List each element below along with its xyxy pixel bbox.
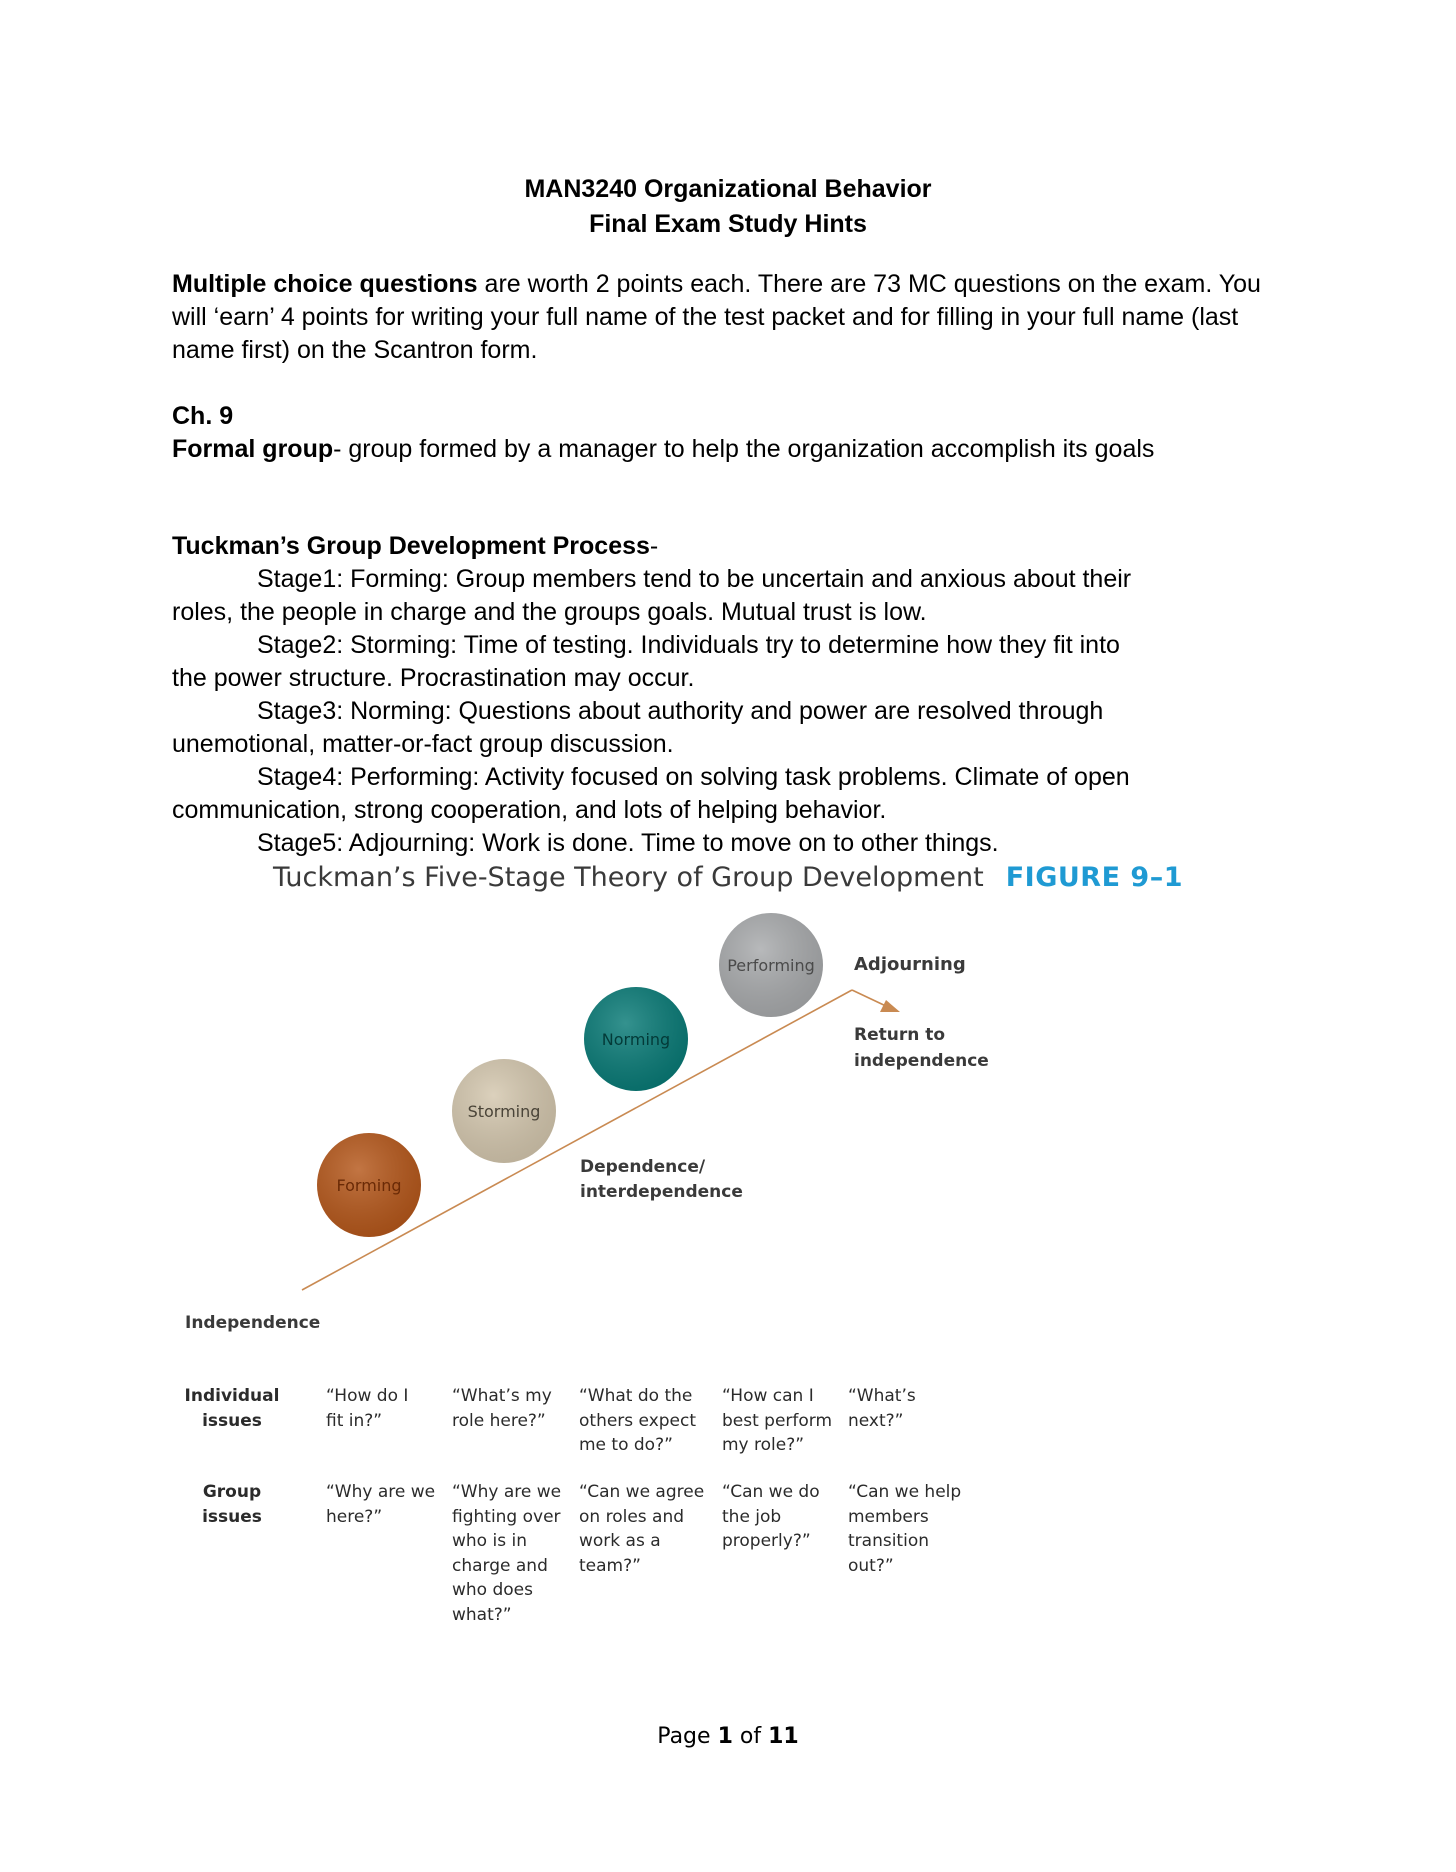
arrow-head <box>880 1000 900 1012</box>
stage-5: Stage5: Adjourning: Work is done. Time to move on to other things. <box>257 829 999 857</box>
stage-3: Stage3: Norming: Questions about authority and power are resolved through unemotional, matter-or-fact group discussion. <box>172 697 1104 758</box>
individual-issue-performing: “How can I best perform my role?” <box>722 1386 833 1455</box>
return-arrow-line <box>852 990 888 1007</box>
circle-label-storming: Storming <box>467 1102 541 1121</box>
individual-issue-adjourning: “What’s next?” <box>848 1386 916 1431</box>
dependence-label-line1: Dependence/ <box>580 1157 706 1177</box>
dependence-label-line2: interdependence <box>580 1182 743 1202</box>
group-issue-forming: “Why are we here?” <box>326 1482 436 1527</box>
adjourning-label: Adjourning <box>854 954 966 975</box>
group-issue-norming: “Can we agree on roles and work as a team?” <box>579 1482 705 1576</box>
tuckman-heading: Tuckman’s Group Development Process- <box>172 532 659 560</box>
group-issue-adjourning: “Can we help members transition out?” <box>848 1482 962 1576</box>
individual-issue-forming: “How do I fit in?” <box>326 1386 409 1431</box>
circle-label-performing: Performing <box>727 956 815 975</box>
individual-issue-norming: “What do the others expect me to do?” <box>579 1386 697 1455</box>
page-footer: Page 1 of 11 <box>657 1724 799 1749</box>
figure-title: Tuckman’s Five-Stage Theory of Group Development <box>272 862 984 893</box>
intro-bold: Multiple choice questions <box>172 270 478 298</box>
group-issue-storming: “Why are we fighting over who is in charge and who does what?” <box>452 1482 562 1625</box>
circle-storming <box>452 1059 556 1163</box>
individual-issue-storming: “What’s my role here?” <box>452 1386 552 1431</box>
title-course: MAN3240 Organizational Behavior <box>524 175 932 203</box>
formal-group-text: - group formed by a manager to help the organization accomplish its goals <box>333 435 1155 463</box>
return-label-line2: independence <box>854 1051 989 1071</box>
stage-2: Stage2: Storming: Time of testing. Individuals try to determine how they fit into the power structure. Procrastination may occur. <box>172 631 1120 692</box>
return-label-line1: Return to <box>854 1025 946 1045</box>
row-label-group: Group issues <box>202 1482 262 1527</box>
circle-label-norming: Norming <box>601 1030 671 1049</box>
page-number: 1 <box>717 1724 733 1749</box>
stage-1: Stage1: Forming: Group members tend to be uncertain and anxious about their roles, the people in charge and the groups goals. Mutual trust is low. <box>172 565 1132 626</box>
intro-text: are worth 2 points each. There are 73 MC questions on the exam. You will ‘earn’ 4 points for writing your full name of the test packet and for filling in your full name (last name first) on the Scantron form. <box>172 270 1261 364</box>
page-total: 11 <box>768 1724 799 1749</box>
circle-forming <box>317 1133 421 1237</box>
independence-label: Independence <box>185 1313 321 1333</box>
formal-group-term: Formal group <box>172 435 334 463</box>
group-issue-performing: “Can we do the job properly?” <box>722 1482 820 1551</box>
circle-label-forming: Forming <box>336 1176 402 1195</box>
row-label-individual: Individual issues <box>184 1386 280 1431</box>
title-subtitle: Final Exam Study Hints <box>589 210 867 238</box>
circle-performing <box>719 913 823 1017</box>
stage-4: Stage4: Performing: Activity focused on solving task problems. Climate of open communication, strong cooperation, and lots of helping behavior. <box>172 763 1130 824</box>
chapter-heading: Ch. 9 <box>172 402 234 430</box>
circle-norming <box>584 987 688 1091</box>
figure-number: FIGURE 9–1 <box>1005 862 1184 893</box>
